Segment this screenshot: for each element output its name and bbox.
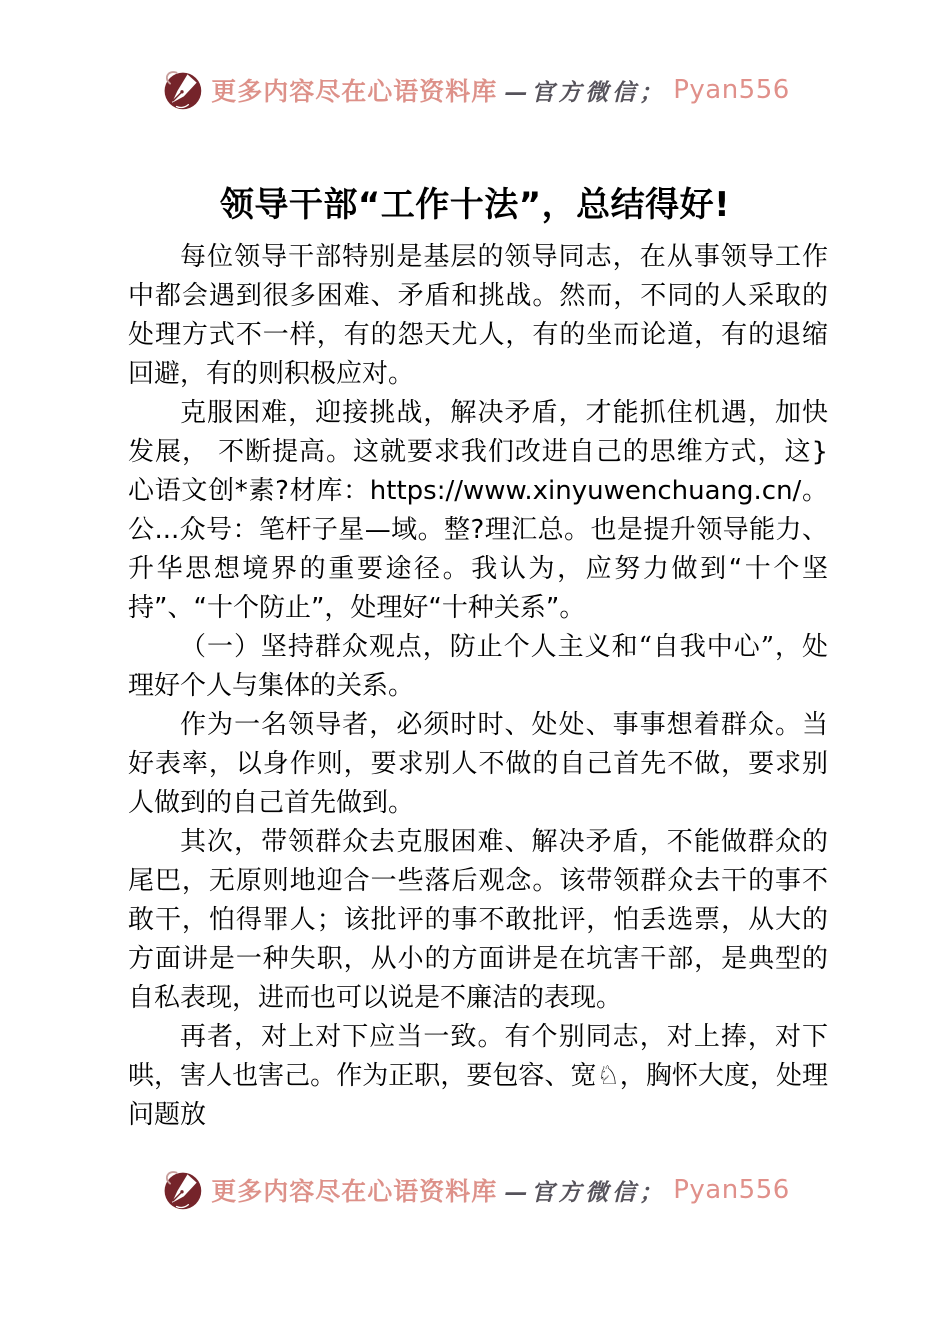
paragraph-intro: 每位领导干部特别是基层的领导同志，在从事领导工作中都会遇到很多困难、矛盾和挑战。然而，不同的人采取的处理方式不一样，有的怨天尤人，有的坐而论道，有的退缩回避，有的则积极应对。 <box>128 242 828 389</box>
brand-wechat-id: Pyan556 <box>673 1175 790 1205</box>
paragraph-heading-one: （一）坚持群众观点，防止个人主义和“自我中心”，处理好个人与集体的关系。 <box>128 632 828 701</box>
brand-secondary-text: —官方微信； <box>504 1178 667 1206</box>
page-footer-banner <box>0 1166 950 1214</box>
brand-wechat-id: Pyan556 <box>673 75 790 105</box>
pen-nib-logo-icon <box>160 68 204 112</box>
paragraph-as-a-leader: 作为一名领导者，必须时时、处处、事事想着群众。当好表率，以身作则，要求别人不做的自己首先不做，要求别人做到的自己首先做到。 <box>128 710 828 818</box>
document-body <box>128 238 828 1135</box>
brand-secondary-text: —官方微信； <box>504 78 667 106</box>
paragraph-secondly: 其次，带领群众去克服困难、解决矛盾，不能做群众的尾巴，无原则地迎合一些落后观念。该带领群众去干的事不敢干，怕得罪人；该批评的事不敢批评，怕丢选票，从大的方面讲是一种失职，从小的方面讲是在坑害干部，是典型的自私表现，进而也可以说是不廉洁的表现。 <box>128 827 828 1013</box>
paragraph-overcome-difficulties: 克服困难，迎接挑战，解决矛盾，才能抓住机遇，加快发展， 不断提高。这就要求我们改进自己的思维方式，这}心语文创*素?材库：https://www.xinyuwenchuang.cn/。公...众号：笔杆子星—域。整?理汇总。也是提升领导能力、升华思想境界的重要途径。我认为，应努力做到“十个坚持”、“十个防止”，处理好“十种关系”。 <box>128 398 828 623</box>
brand-primary-text: 更多内容尽在心语资料库 <box>211 77 498 106</box>
paragraph-furthermore: 再者，对上对下应当一致。有个别同志，对上捧，对下哄，害人也害己。作为正职，要包容、宽♘，胸怀大度，处理问题放 <box>128 1022 828 1130</box>
page-title: 领导干部“工作十法”，总结得好! <box>219 184 731 225</box>
pen-nib-logo-icon <box>160 1168 204 1212</box>
brand-primary-text: 更多内容尽在心语资料库 <box>211 1177 498 1206</box>
page-header-banner <box>0 66 950 114</box>
